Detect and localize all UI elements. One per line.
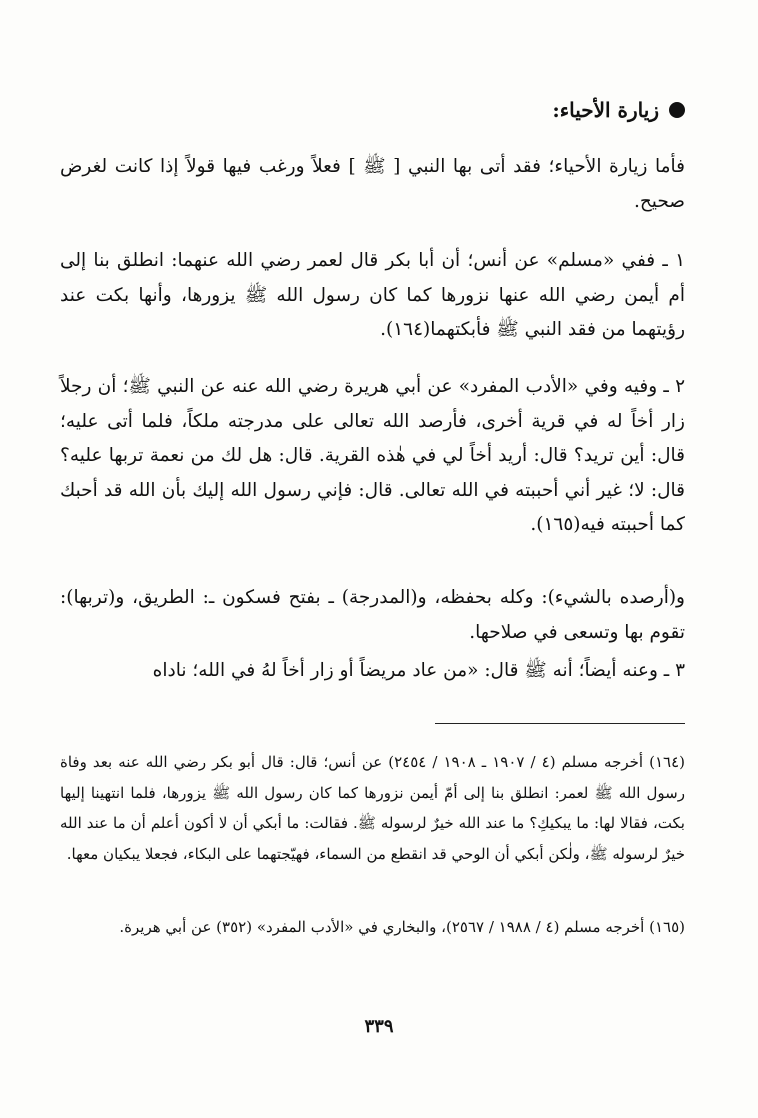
- footnote-165: (١٦٥) أخرجه مسلم (٤ / ١٩٨٨ / ٢٥٦٧)، والبخاري في «الأدب المفرد» (٣٥٢) عن أبي هريرة.: [119, 918, 685, 936]
- paragraph-2: ٢ ـ وفيه وفي «الأدب المفرد» عن أبي هريرة رضي الله عنه عن النبي ﷺ؛ أن رجلاً زار أخاً له في قرية أخرى، فأرصد الله تعالى على مدرجته ملكاً، فلما أتى عليه؛ قال: أين تريد؟ قال: أريد أخاً لي في هٰذه القرية. قال: هل لك من نعمة تربها عليه؟ قال: لا؛ غير أني أحببته في الله تعالى. قال: فإني رسول الله إليك بأن الله قد أحبك كما أحببته فيه(١٦٥).: [60, 376, 685, 535]
- paragraph-1: ١ ـ ففي «مسلم» عن أنس؛ أن أبا بكر قال لعمر رضي الله عنهما: انطلق بنا إلى أم أيمن رضي الله عنها نزورها كما كان رسول الله ﷺ يزورها، وأنها بكت عند رؤيتهما من فقد النبي ﷺ فأبكتهما(١٦٤).: [60, 250, 685, 340]
- paragraph-3: ٣ ـ وعنه أيضاً؛ أنه ﷺ قال: «من عاد مريضاً أو زار أخاً لهُ في الله؛ ناداه: [152, 660, 685, 681]
- footnote-164: (١٦٤) أخرجه مسلم (٤ / ١٩٠٧ ـ ١٩٠٨ / ٢٤٥٤) عن أنس؛ قال: قال أبو بكر رضي الله عنه بعد وفاة رسول الله ﷺ لعمر: انطلق بنا إلى أمّ أيمن نزورها كما كان رسول الله ﷺ يزورها، فلما انتهينا إليها بكت، فقالا لها: ما يبكيكِ؟ ما عند الله خيرٌ لرسوله ﷺ. فقالت: ما أبكي أن لا أكون أعلم أن ما عند الله خيرٌ لرسوله ﷺ، ولٰكن أبكي أن الوحي قد انقطع من السماء، فهيّجتهما على البكاء، فجعلا يبكيان معها.: [60, 753, 686, 863]
- paragraph-intro: فأما زيارة الأحياء؛ فقد أتى بها النبي [ ﷺ ] فعلاً ورغب فيها قولاً إذا كانت لغرض صحيح.: [60, 156, 685, 212]
- section-heading: [60, 95, 685, 125]
- paragraph-glossary: و(أرصده بالشيء): وكله بحفظه، و(المدرجة) ـ بفتح فسكون ـ: الطريق، و(تربها): تقوم بها وتسعى في صلاحها.: [60, 587, 685, 643]
- heading-text: زيارة الأحياء:: [552, 98, 659, 122]
- page-number: ٣٣٩: [364, 1016, 394, 1037]
- bullet-icon: [669, 102, 685, 118]
- footnote-divider: [435, 723, 685, 724]
